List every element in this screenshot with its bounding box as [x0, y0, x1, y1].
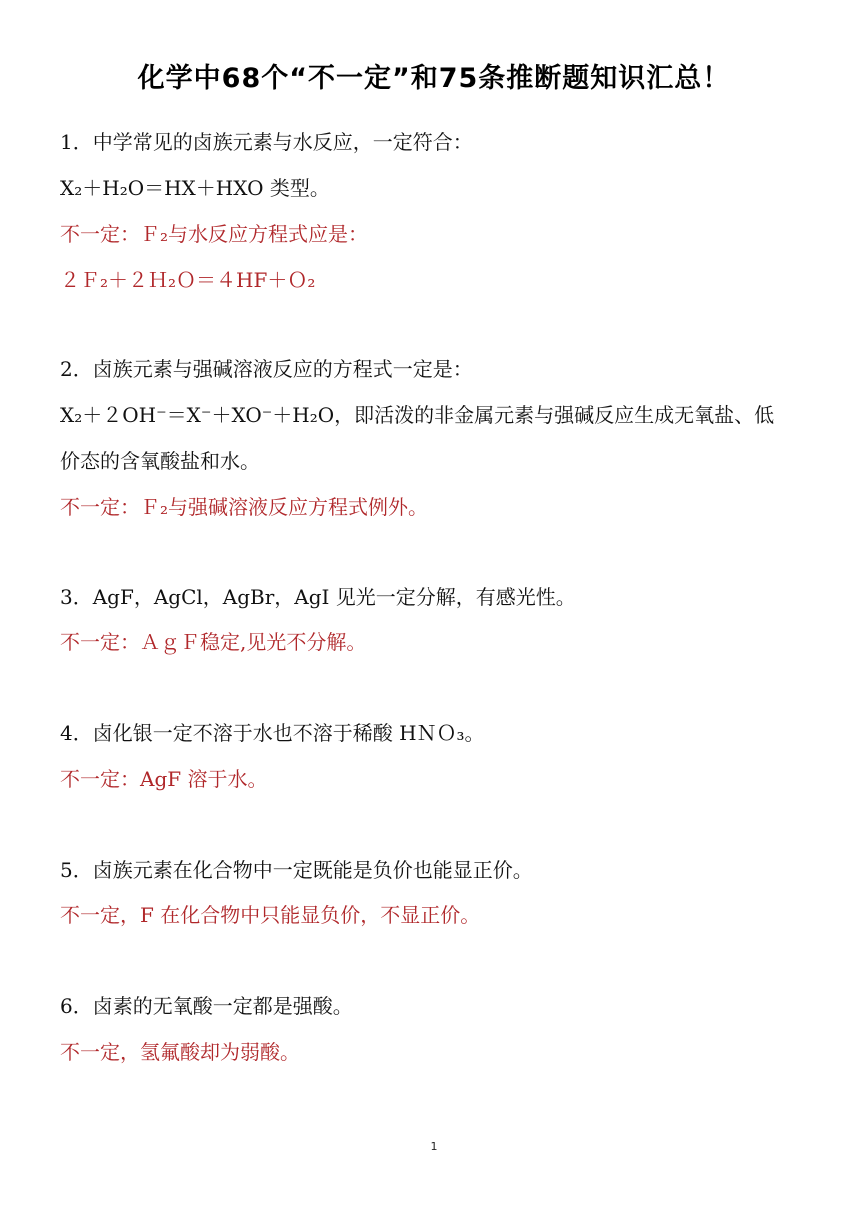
- item-4-statement-line-1: 4．卤化银一定不溶于水也不溶于稀酸 HＮＯ₃。: [60, 721, 485, 745]
- page-title: 化学中68个“不一定”和75条推断题知识汇总！: [137, 63, 731, 94]
- item-3-statement-line-1: 3．AgF，AgCl，AgBr，AgI 见光一定分解，有感光性。: [60, 585, 576, 609]
- item-5-answer-line-1: 不一定，F 在化合物中只能显负价，不显正价。: [60, 903, 481, 927]
- item-1-answer-line-2: ２Ｆ₂＋２Ｈ₂Ｏ＝４HF＋Ｏ₂: [60, 268, 316, 292]
- page-number: 1: [430, 1140, 438, 1153]
- item-3-answer-line-1: 不一定：ＡｇＦ稳定,见光不分解。: [60, 630, 367, 654]
- item-5-statement-line-1: 5．卤族元素在化合物中一定既能是负价也能显正价。: [60, 858, 533, 882]
- item-1-statement-line-2: X₂＋H₂O＝HX＋HXO 类型。: [60, 176, 330, 200]
- item-2-statement-line-1: 2．卤族元素与强碱溶液反应的方程式一定是：: [60, 357, 473, 381]
- item-2-statement-line-2: X₂＋２OH⁻＝X⁻＋XO⁻＋H₂O，即活泼的非金属元素与强碱反应生成无氧盐、低: [60, 403, 775, 427]
- item-6-statement-line-1: 6．卤素的无氧酸一定都是强酸。: [60, 994, 353, 1018]
- item-6-answer-line-1: 不一定，氢氟酸却为弱酸。: [60, 1040, 300, 1064]
- item-2-statement-line-3: 价态的含氧酸盐和水。: [60, 449, 260, 473]
- item-4-answer-line-1: 不一定：AgF 溶于水。: [60, 767, 268, 791]
- item-1-statement-line-1: 1．中学常见的卤族元素与水反应，一定符合：: [60, 130, 473, 154]
- item-2-answer-line-1: 不一定：Ｆ₂与强碱溶液反应方程式例外。: [60, 495, 429, 519]
- item-1-answer-line-1: 不一定：Ｆ₂与水反应方程式应是：: [60, 222, 369, 246]
